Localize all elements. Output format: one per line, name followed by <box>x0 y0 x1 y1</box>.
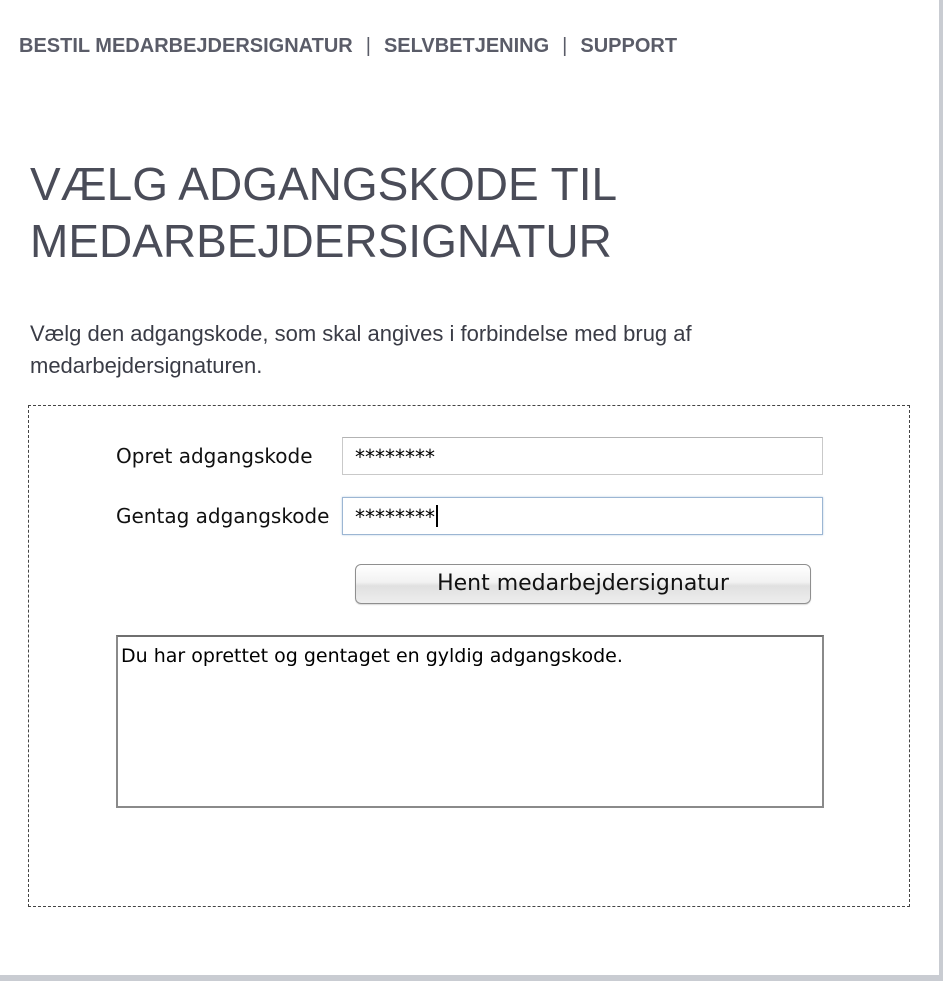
intro-text: Vælg den adgangskode, som skal angives i forbindelse med brug af medarbejdersignaturen. <box>30 321 692 378</box>
page-title <box>30 156 710 270</box>
repeat-password-label: Gentag adgangskode <box>116 504 330 528</box>
password-form-panel <box>28 405 910 907</box>
page-title-line-2: MEDARBEJDERSIGNATUR <box>30 215 612 267</box>
nav-separator: | <box>562 35 568 57</box>
repeat-password-value: ******** <box>355 505 435 529</box>
create-password-input[interactable] <box>342 437 823 475</box>
status-message-box[interactable] <box>116 635 824 808</box>
nav-link-self-service[interactable]: SELVBETJENING <box>383 35 550 57</box>
window-right-border <box>939 0 943 981</box>
nav-separator: | <box>365 35 371 57</box>
repeat-password-input[interactable] <box>342 497 823 535</box>
top-navigation <box>19 35 677 58</box>
status-message-text: Du har oprettet og gentaget en gyldig adgangskode. <box>121 645 623 667</box>
create-password-label: Opret adgangskode <box>116 444 313 468</box>
window-bottom-border <box>0 975 943 981</box>
nav-link-support[interactable]: SUPPORT <box>580 35 678 57</box>
create-password-value: ******** <box>355 445 435 469</box>
page-title-line-1: VÆLG ADGANGSKODE TIL <box>30 158 618 210</box>
nav-link-order-signature[interactable]: BESTIL MEDARBEJDERSIGNATUR <box>19 35 353 57</box>
text-cursor <box>436 505 438 527</box>
get-signature-button[interactable]: Hent medarbejdersignatur <box>355 564 811 604</box>
